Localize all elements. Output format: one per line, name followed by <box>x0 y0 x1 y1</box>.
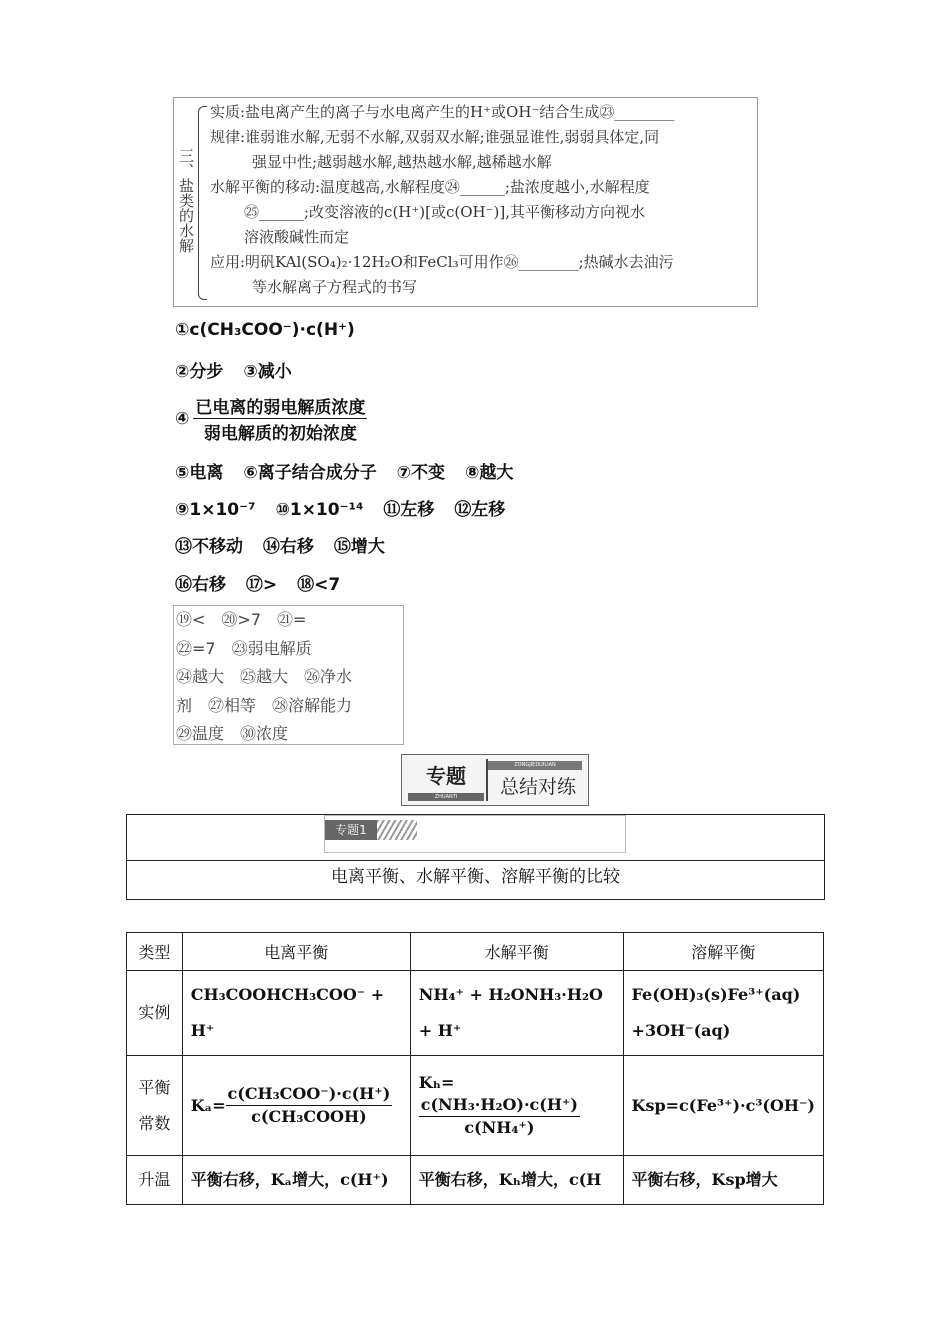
banner-bottom-bar: ZHUANTI <box>408 793 484 801</box>
table-header: 电离平衡 <box>182 933 410 971</box>
table-cell: 平衡右移，Kₕ增大，c(H <box>410 1156 623 1205</box>
answer-row-7 <box>175 570 354 595</box>
answer-box-line: ㉒=7 ㉓弱电解质 <box>176 638 312 658</box>
outline-line: ㉕______;改变溶液的c(H⁺)[或c(OH⁻)],其平衡移动方向视水 <box>244 203 646 221</box>
banner-left-label: 专题 <box>426 764 466 788</box>
answer-box-line: 剂 ㉗相等 ㉘溶解能力 <box>176 695 353 715</box>
answer-2: ②分步 <box>175 362 224 382</box>
answer-row-4 <box>175 458 527 483</box>
answer-4-prefix: ④ <box>175 408 190 429</box>
table-row <box>127 1156 824 1205</box>
answer-4-fraction <box>193 393 381 444</box>
row-label: 实例 <box>127 971 183 1056</box>
answer-4-denominator: 弱电解质的初始浓度 <box>203 424 357 444</box>
outline-brace-icon <box>198 106 207 300</box>
answer-item: ⑥离子结合成分子 <box>243 463 377 483</box>
table-cell <box>182 1056 410 1156</box>
table-header-row <box>127 933 824 971</box>
table-cell: NH₄⁺ + H₂ONH₃·H₂O + H⁺ <box>410 971 623 1056</box>
kh-fraction <box>419 1094 580 1139</box>
table-cell: CH₃COOHCH₃COO⁻ + H⁺ <box>182 971 410 1056</box>
answer-1: ①c(CH₃COO⁻)·c(H⁺) <box>175 320 355 340</box>
outline-box <box>173 97 758 307</box>
answer-box-line: ⑲< ⑳>7 ㉑= <box>176 610 307 629</box>
answer-item: ⑤电离 <box>175 463 224 483</box>
answer-item: ⑫左移 <box>454 500 506 520</box>
answer-item: ⑪左移 <box>383 500 435 520</box>
answer-item: ⑭右移 <box>262 537 314 557</box>
answer-row-5 <box>175 495 519 520</box>
outline-side-label: 三、盐类的水解 <box>177 148 195 253</box>
outline-line: 应用:明矾KAl(SO₄)₂·12H₂O和FeCl₃可用作㉖________;热碱水去油污 <box>210 253 674 271</box>
table-header: 类型 <box>127 933 183 971</box>
ka-symbol: Kₐ= <box>190 1095 226 1115</box>
table-row <box>127 971 824 1056</box>
answer-3: ③减小 <box>243 362 292 382</box>
topic-tag <box>324 815 626 853</box>
answer-item: ⑯右移 <box>175 575 226 595</box>
topic-tag-stripes <box>377 820 417 840</box>
answer-item: ⑮增大 <box>333 537 385 557</box>
answer-item: ⑩1×10⁻¹⁴ <box>275 500 364 520</box>
topic-divider <box>127 860 824 861</box>
outline-line: 实质:盐电离产生的离子与水电离产生的H⁺或OH⁻结合生成㉓________ <box>210 103 675 121</box>
table-cell <box>410 1056 623 1156</box>
outline-line: 强显中性;越弱越水解,越热越水解,越稀越水解 <box>252 153 552 171</box>
answer-box-line: ㉔越大 ㉕越大 ㉖净水 <box>176 667 353 686</box>
kh-denominator: c(NH₄⁺) <box>464 1118 535 1137</box>
section-banner <box>401 754 589 806</box>
topic-title: 电离平衡、水解平衡、溶解平衡的比较 <box>331 867 620 887</box>
banner-top-bar: ZONGJIEDUILIAN <box>488 761 582 770</box>
table-cell: 平衡右移，Kₐ增大，c(H⁺) <box>182 1156 410 1205</box>
topic-box <box>126 814 825 900</box>
kh-symbol: Kₕ= <box>418 1073 455 1092</box>
answer-item: ⑱<7 <box>297 575 341 595</box>
answer-4 <box>175 393 395 444</box>
outline-line: 溶液酸碱性而定 <box>244 228 350 246</box>
row-label: 升温 <box>127 1156 183 1205</box>
ka-fraction <box>226 1083 393 1128</box>
table-row <box>127 1056 824 1156</box>
answer-item: ⑬不移动 <box>175 537 243 557</box>
answer-row-6 <box>175 532 399 557</box>
ka-numerator: c(CH₃COO⁻)·c(H⁺) <box>226 1083 393 1106</box>
table-cell: Fe(OH)₃(s)Fe³⁺(aq) +3OH⁻(aq) <box>623 971 823 1056</box>
answer-item: ⑨1×10⁻⁷ <box>175 500 256 520</box>
banner-right-label: 总结对练 <box>499 776 576 798</box>
outline-line: 等水解离子方程式的书写 <box>252 278 418 296</box>
table-cell: 平衡右移，Ksp增大 <box>623 1156 823 1205</box>
outline-line: 水解平衡的移动:温度越高,水解程度㉔______;盐浓度越小,水解程度 <box>210 178 650 196</box>
answer-box <box>173 605 404 745</box>
answer-item: ⑰> <box>245 575 278 595</box>
comparison-table <box>126 932 824 1205</box>
answer-row-2 <box>175 357 306 382</box>
answer-4-numerator: 已电离的弱电解质浓度 <box>193 393 367 419</box>
row-label: 平衡常数 <box>127 1056 183 1156</box>
answer-item: ⑧越大 <box>464 463 514 483</box>
table-header: 水解平衡 <box>410 933 623 971</box>
outline-line: 规律:谁弱谁水解,无弱不水解,双弱双水解;谁强显谁性,弱弱具体定,同 <box>210 128 660 146</box>
ka-denominator: c(CH₃COOH) <box>251 1107 367 1126</box>
table-cell: Ksp=c(Fe³⁺)·c³(OH⁻) <box>623 1056 823 1156</box>
topic-tag-label: 专题1 <box>325 820 377 840</box>
answer-item: ⑦不变 <box>396 463 446 483</box>
answer-box-line: ㉙温度 ㉚浓度 <box>176 724 289 743</box>
table-header: 溶解平衡 <box>623 933 823 971</box>
kh-numerator: c(NH₃·H₂O)·c(H⁺) <box>419 1094 580 1117</box>
banner-divider <box>486 759 488 801</box>
